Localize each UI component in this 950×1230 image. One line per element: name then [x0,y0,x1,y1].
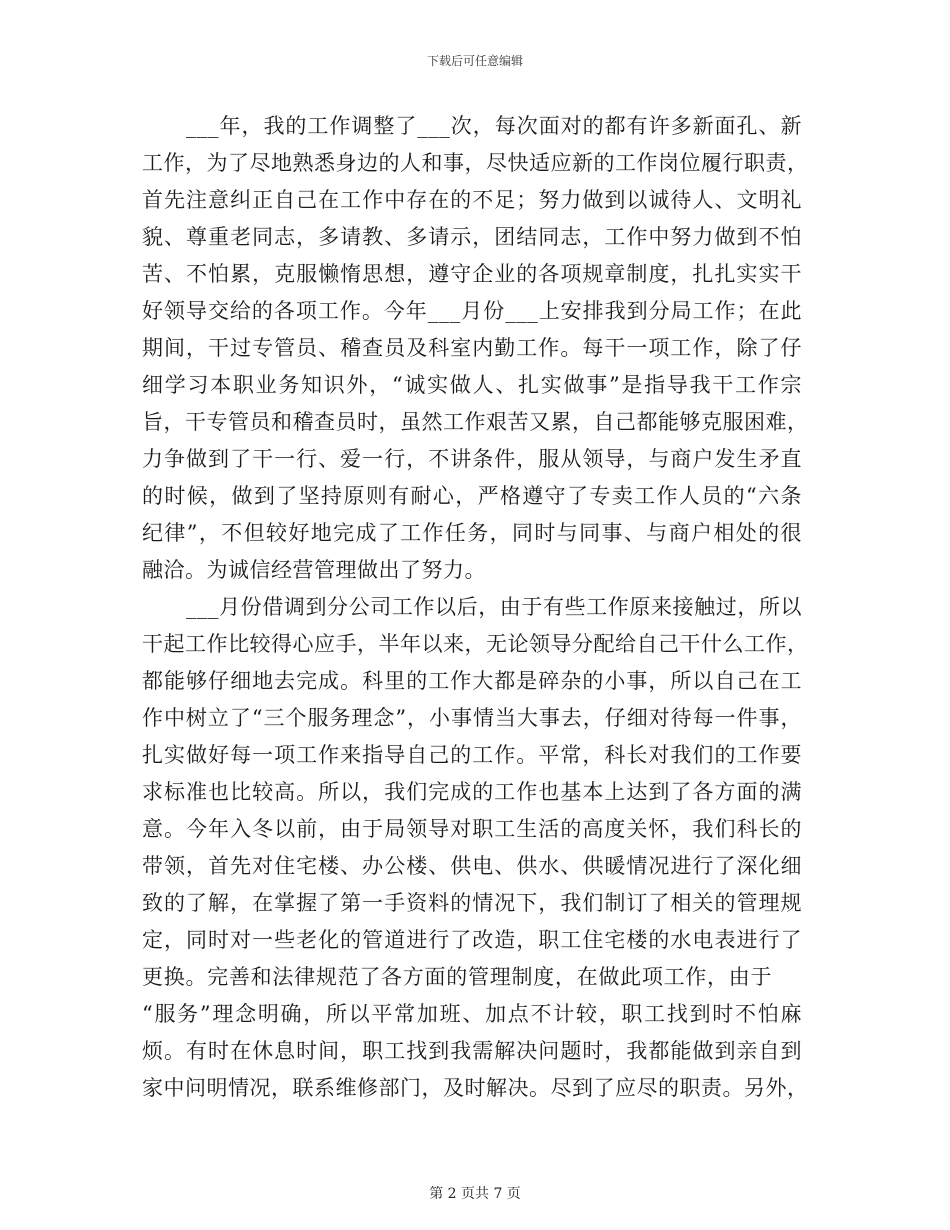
body-line: 苦、不怕累，克服懒惰思想，遵守企业的各项规章制度，扎扎实实干 [142,262,802,286]
body-line: 期间，干过专管员、稽查员及科室内勤工作。每干一项工作，除了仔 [142,336,802,360]
body-line: 的时候，做到了坚持原则有耐心，严格遵守了专卖工作人员的“六条 [142,484,802,508]
body-line: 家中问明情况，联系维修部门，及时解决。尽到了应尽的职责。另外， [142,1076,809,1100]
body-line: 融洽。为诚信经营管理做出了努力。 [142,558,486,582]
body-line: 干起工作比较得心应手，半年以来，无论领导分配给自己干什么工作， [142,632,809,656]
body-line: 更换。完善和法律规范了各方面的管理制度，在做此项工作，由于 [142,965,772,989]
body-line: 都能够仔细地去完成。科里的工作大都是碎杂的小事，所以自己在工 [142,669,802,693]
body-line: 细学习本职业务知识外，“诚实做人、扎实做事”是指导我干工作宗 [142,373,802,397]
body-line: 定，同时对一些老化的管道进行了改造，职工住宅楼的水电表进行了 [142,928,802,952]
body-line: 作中树立了“三个服务理念”，小事情当大事去，仔细对待每一件事， [142,706,802,730]
body-line: 意。今年入冬以前，由于局领导对职工生活的高度关怀，我们科长的 [142,817,802,841]
body-line: 首先注意纠正自己在工作中存在的不足；努力做到以诚待人、文明礼 [142,188,802,212]
body-line: 烦。有时在休息时间，职工找到我需解决问题时，我都能做到亲自到 [142,1039,802,1063]
body-line: 好领导交给的各项工作。今年___月份___上安排我到分局工作；在此 [142,299,802,323]
body-line: 旨，干专管员和稽查员时，虽然工作艰苦又累，自己都能够克服困难， [142,410,809,434]
body-line: 扎实做好每一项工作来指导自己的工作。平常，科长对我们的工作要 [142,743,802,767]
body-line: 带领，首先对住宅楼、办公楼、供电、供水、供暖情况进行了深化细 [142,854,802,878]
body-line: 貌、尊重老同志，多请教、多请示，团结同志，工作中努力做到不怕 [142,225,802,249]
page-header: 下载后可任意编辑 [426,54,523,68]
body-line: 致的了解，在掌握了第一手资料的情况下，我们制订了相关的管理规 [142,891,802,915]
page-footer: 第 2 页共 7 页 [429,1186,521,1202]
body-line: 纪律”，不但较好地完成了工作任务，同时与同事、与商户相处的很 [142,521,802,545]
body-line: 求标准也比较高。所以，我们完成的工作也基本上达到了各方面的满 [142,780,802,804]
body-line: ___月份借调到分公司工作以后，由于有些工作原来接触过，所以 [186,595,802,619]
body-line: 工作，为了尽地熟悉身边的人和事，尽快适应新的工作岗位履行职责， [142,151,809,175]
body-line: “服务”理念明确，所以平常加班、加点不计较，职工找到时不怕麻 [142,1002,802,1026]
body-line: ___年，我的工作调整了___次，每次面对的都有许多新面孔、新 [186,114,802,138]
body-line: 力争做到了干一行、爱一行，不讲条件，服从领导，与商户发生矛直 [142,447,802,471]
